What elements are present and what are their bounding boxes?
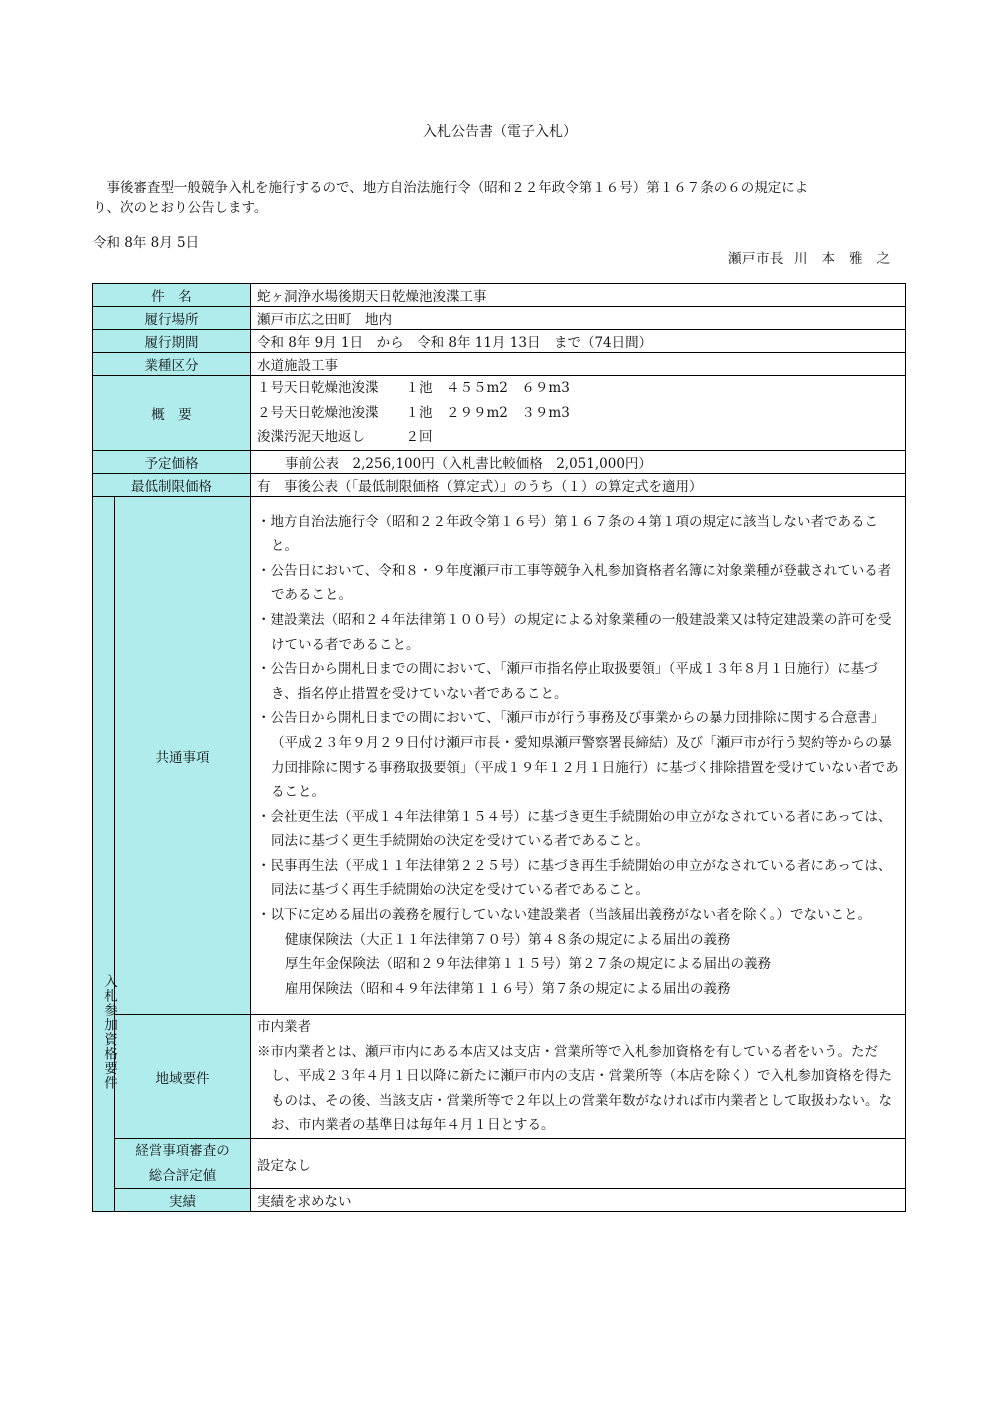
value-yotei: 事前公表 2,256,100円（入札書比較価格 2,051,000円） (251, 451, 906, 474)
row-kubun (93, 353, 906, 376)
row-saitei (93, 474, 906, 497)
group-label-qualification: 入札参加資格要件 (93, 497, 115, 1212)
row-region (93, 1015, 906, 1139)
value-basho: 瀬戸市広之田町 地内 (251, 307, 906, 330)
gaiyo-line: １号天日乾燥池浚渫 １池 ４５５m2 ６９m3 (257, 380, 570, 397)
value-common (251, 497, 906, 1015)
gaiyo-line: 浚渫汚泥天地返し ２回 (257, 429, 433, 446)
label-yotei: 予定価格 (93, 451, 251, 474)
common-sub-item: 健康保険法（大正１１年法律第７０号）第４８条の規定による届出の義務 (285, 931, 731, 948)
label-kikan: 履行期間 (93, 330, 251, 353)
notice-date: 令和 8年 8月 5日 (93, 235, 200, 251)
label-basho: 履行場所 (93, 307, 251, 330)
common-sub-item: 厚生年金保険法（昭和２９年法律第１１５号）第２７条の規定による届出の義務 (285, 956, 771, 973)
common-item: ・公告日から開札日までの間において、「瀬戸市指名停止取扱要領」（平成１３年８月１日施行）に基づき、指名停止措置を受けていない者であること。 (257, 661, 878, 702)
signer-title: 瀬戸市長 (728, 251, 784, 267)
common-item: ・会社更生法（平成１４年法律第１５４号）に基づき更生手続開始の申立がなされている者にあっては、同法に基づく更生手続開始の決定を受けている者であること。 (257, 808, 892, 850)
value-region (251, 1015, 906, 1139)
value-kenmei: 蛇ヶ洞浄水場後期天日乾燥池浚渫工事 (251, 284, 906, 307)
common-item: ・公告日から開札日までの間において、「瀬戸市が行う事務及び事業からの暴力団排除に関する合意書」（平成２３年９月２９日付け瀬戸市長・愛知県瀬戸警察署長締結）及び「瀬戸市が行う契約等からの暴力団排除に関する事務取扱要領」（平成１９年１２月１日施行）に基づく排除措置を受けていない者であること。 (257, 710, 899, 801)
common-sub-item: 雇用保険法（昭和４９年法律第１１６号）第７条の規定による届出の義務 (285, 980, 731, 997)
row-kenmei (93, 284, 906, 307)
row-kikan (93, 330, 906, 353)
label-region: 地域要件 (115, 1015, 251, 1139)
region-value: 市内業者 (257, 1019, 311, 1036)
label-kubun: 業種区分 (93, 353, 251, 376)
label-kenmei: 件 名 (93, 284, 251, 307)
region-note: ※市内業者とは、瀬戸市内にある本店又は支店・営業所等で入札参加資格を有している者をいう。ただし、平成２３年４月１日以降に新たに瀬戸市内の支店・営業所等（本店を除く）で入札参加資格を得たものは、その後、当該支店・営業所等で２年以上の営業年数がなければ市内業者として取扱わない。なお、市内業者の基準日は毎年４月１日とする。 (257, 1043, 892, 1134)
label-jisseki: 実績 (115, 1189, 251, 1212)
intro-line: 事後審査型一般競争入札を施行するので、地方自治法施行令（昭和２２年政令第１６号）第１６７条の６の規定によ (93, 180, 809, 196)
common-item: ・建設業法（昭和２４年法律第１００号）の規定による対象業種の一般建設業又は特定建設業の許可を受けている者であること。 (257, 611, 892, 653)
gaiyo-line: ２号天日乾燥池浚渫 １池 ２９９m2 ３９m3 (257, 404, 570, 421)
common-item: ・地方自治法施行令（昭和２２年政令第１６号）第１６７条の４第１項の規定に該当しない者であること。 (257, 513, 878, 555)
value-kubun: 水道施設工事 (251, 353, 906, 376)
value-keishin: 設定なし (251, 1139, 906, 1189)
label-saitei: 最低制限価格 (93, 474, 251, 497)
common-item: ・以下に定める届出の義務を履行していない建設業者（当該届出義務がない者を除く。）でないこと。 (257, 907, 871, 924)
row-gaiyo (93, 376, 906, 451)
document-title: 入札公告書（電子入札） (423, 124, 577, 140)
value-saitei: 有 事後公表（「最低制限価格（算定式）」のうち（１）の算定式を適用） (251, 474, 906, 497)
row-basho (93, 307, 906, 330)
intro-line: り、次のとおり公告します。 (93, 200, 268, 216)
row-yotei (93, 451, 906, 474)
value-gaiyo (251, 376, 906, 451)
label-gaiyo: 概 要 (93, 376, 251, 451)
value-kikan: 令和 8年 9月 1日 から 令和 8年 11月 13日 まで（74日間） (251, 330, 906, 353)
value-jisseki: 実績を求めない (251, 1189, 906, 1212)
label-keishin: 経営事項審査の 総合評定値 (115, 1139, 251, 1189)
notice-table (92, 283, 906, 1212)
common-item: ・民事再生法（平成１１年法律第２２５号）に基づき再生手続開始の申立がなされている者にあっては、同法に基づく再生手続開始の決定を受けている者であること。 (257, 857, 892, 899)
signer-name: 川本雅之 (794, 251, 904, 267)
row-keishin (93, 1139, 906, 1189)
row-jisseki (93, 1189, 906, 1212)
common-item: ・公告日において、令和８・９年度瀬戸市工事等競争入札参加資格者名簿に対象業種が登載されている者であること。 (257, 562, 892, 604)
signer (728, 247, 904, 267)
intro-paragraph (93, 178, 905, 218)
row-common (93, 497, 906, 1015)
label-common: 共通事項 (115, 497, 251, 1015)
